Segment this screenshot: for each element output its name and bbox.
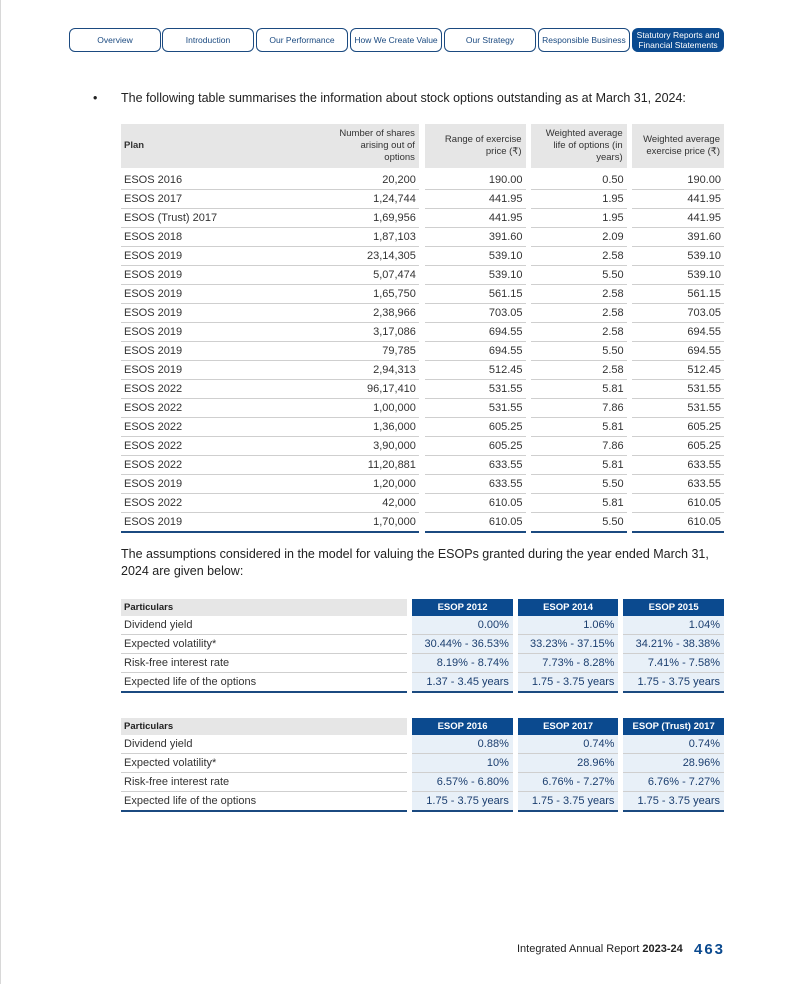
cell-value: 0.74% [623,735,724,754]
cell-shares: 2,94,313 [323,361,419,380]
cell-price: 633.55 [632,475,724,494]
cell-price: 190.00 [632,168,724,190]
cell-price: 391.60 [632,228,724,247]
footer-label [517,943,683,955]
cell-value: 1.75 - 3.75 years [518,673,619,693]
table-row [121,735,724,754]
cell-range: 703.05 [425,304,526,323]
col-plan: Plan [121,124,323,168]
table-row [121,475,724,494]
cell-plan: ESOS 2022 [121,437,323,456]
cell-shares: 1,36,000 [323,418,419,437]
tab-our-performance[interactable]: Our Performance [256,28,348,52]
cell-value: 1.37 - 3.45 years [412,673,513,693]
col-life [531,124,626,168]
col-range [425,124,526,168]
cell-life: 5.81 [531,456,626,475]
cell-range: 605.25 [425,418,526,437]
cell-shares: 42,000 [323,494,419,513]
cell-price: 441.95 [632,190,724,209]
cell-value: 6.76% - 7.27% [623,773,724,792]
col-range-l2: price (₹) [485,146,522,157]
cell-range: 391.60 [425,228,526,247]
tab-introduction[interactable]: Introduction [162,28,254,52]
cell-life: 2.58 [531,247,626,266]
cell-particular: Expected volatility* [121,754,407,773]
cell-range: 190.00 [425,168,526,190]
asm-header-row [121,599,724,616]
cell-range: 694.55 [425,323,526,342]
table-row [121,304,724,323]
table-row [121,168,724,190]
cell-shares: 96,17,410 [323,380,419,399]
cell-particular: Expected life of the options [121,792,407,812]
cell-shares: 11,20,881 [323,456,419,475]
table-row [121,380,724,399]
cell-shares: 1,20,000 [323,475,419,494]
cell-price: 633.55 [632,456,724,475]
col-esop: ESOP 2012 [412,599,513,616]
table-row [121,673,724,693]
col-price-l2: exercise price (₹) [646,146,720,157]
col-esop: ESOP 2016 [412,718,513,735]
cell-plan: ESOS 2019 [121,475,323,494]
cell-life: 2.58 [531,361,626,380]
cell-shares: 5,07,474 [323,266,419,285]
cell-shares: 20,200 [323,168,419,190]
table-row [121,418,724,437]
cell-price: 441.95 [632,209,724,228]
cell-range: 512.45 [425,361,526,380]
cell-plan: ESOS 2022 [121,380,323,399]
col-life-l2: life of options (in [553,140,623,151]
cell-value: 1.06% [518,616,619,635]
cell-particular: Dividend yield [121,616,407,635]
cell-price: 703.05 [632,304,724,323]
table-row [121,247,724,266]
table-row [121,616,724,635]
cell-price: 605.25 [632,418,724,437]
cell-shares: 1,65,750 [323,285,419,304]
cell-range: 441.95 [425,190,526,209]
cell-value: 28.96% [623,754,724,773]
cell-price: 539.10 [632,247,724,266]
cell-range: 531.55 [425,399,526,418]
table-row [121,323,724,342]
cell-price: 561.15 [632,285,724,304]
cell-value: 6.76% - 7.27% [518,773,619,792]
cell-life: 2.58 [531,304,626,323]
cell-particular: Risk-free interest rate [121,654,407,673]
cell-value: 33.23% - 37.15% [518,635,619,654]
cell-price: 610.05 [632,494,724,513]
cell-range: 561.15 [425,285,526,304]
col-esop: ESOP 2014 [518,599,619,616]
cell-plan: ESOS 2018 [121,228,323,247]
table-row [121,342,724,361]
cell-value: 0.74% [518,735,619,754]
tab-statutory-line1: Statutory Reports and [636,30,720,40]
cell-life: 0.50 [531,168,626,190]
cell-life: 7.86 [531,437,626,456]
cell-shares: 2,38,966 [323,304,419,323]
page-number: 463 [694,941,726,958]
cell-price: 694.55 [632,342,724,361]
cell-plan: ESOS 2019 [121,247,323,266]
cell-life: 1.95 [531,190,626,209]
cell-shares: 1,87,103 [323,228,419,247]
cell-price: 610.05 [632,513,724,533]
cell-shares: 79,785 [323,342,419,361]
table-row [121,209,724,228]
cell-value: 30.44% - 36.53% [412,635,513,654]
cell-plan: ESOS 2019 [121,266,323,285]
col-price-l1: Weighted average [643,134,720,145]
cell-life: 5.50 [531,342,626,361]
cell-shares: 1,69,956 [323,209,419,228]
cell-value: 0.88% [412,735,513,754]
col-range-l1: Range of exercise [444,134,522,145]
cell-life: 5.50 [531,266,626,285]
cell-life: 7.86 [531,399,626,418]
assumptions-table-1 [121,599,724,693]
cell-life: 2.58 [531,285,626,304]
footer-report: Integrated Annual Report [517,943,640,955]
cell-plan: ESOS 2022 [121,456,323,475]
table-row [121,190,724,209]
col-shares-l2: arising out of [360,140,415,151]
table-row [121,399,724,418]
cell-range: 610.05 [425,494,526,513]
tab-statutory-line2: Financial Statements [638,40,718,50]
cell-value: 7.73% - 8.28% [518,654,619,673]
assumptions-paragraph: The assumptions considered in the model for valuing the ESOPs granted during the year ended March 31, 2024 are given below: [121,547,709,578]
cell-plan: ESOS 2017 [121,190,323,209]
cell-range: 694.55 [425,342,526,361]
tab-responsible-business[interactable]: Responsible Business [538,28,630,52]
col-particulars: Particulars [121,599,407,616]
cell-range: 531.55 [425,380,526,399]
table-row [121,361,724,380]
table-row [121,513,724,533]
cell-plan: ESOS 2019 [121,342,323,361]
cell-price: 539.10 [632,266,724,285]
cell-price: 531.55 [632,399,724,418]
cell-plan: ESOS 2019 [121,285,323,304]
cell-price: 694.55 [632,323,724,342]
cell-shares: 3,17,086 [323,323,419,342]
cell-shares: 1,00,000 [323,399,419,418]
table-row [121,285,724,304]
table-row [121,266,724,285]
col-shares-l3: options [384,152,415,163]
cell-range: 539.10 [425,247,526,266]
cell-particular: Expected volatility* [121,635,407,654]
table-row [121,437,724,456]
assumptions-table-2 [121,718,724,812]
cell-life: 2.58 [531,323,626,342]
cell-plan: ESOS (Trust) 2017 [121,209,323,228]
cell-particular: Expected life of the options [121,673,407,693]
cell-shares: 3,90,000 [323,437,419,456]
cell-range: 610.05 [425,513,526,533]
cell-plan: ESOS 2022 [121,418,323,437]
col-price [632,124,724,168]
tab-overview[interactable]: Overview [69,28,161,52]
cell-life: 5.50 [531,475,626,494]
cell-plan: ESOS 2019 [121,513,323,533]
cell-life: 5.50 [531,513,626,533]
cell-range: 539.10 [425,266,526,285]
cell-value: 1.75 - 3.75 years [518,792,619,812]
cell-value: 6.57% - 6.80% [412,773,513,792]
cell-value: 1.04% [623,616,724,635]
cell-value: 34.21% - 38.38% [623,635,724,654]
col-esop: ESOP 2017 [518,718,619,735]
cell-range: 633.55 [425,456,526,475]
cell-plan: ESOS 2019 [121,361,323,380]
cell-life: 1.95 [531,209,626,228]
col-esop: ESOP (Trust) 2017 [623,718,724,735]
cell-price: 605.25 [632,437,724,456]
stock-options-table [121,124,724,533]
cell-value: 28.96% [518,754,619,773]
cell-range: 633.55 [425,475,526,494]
table-row [121,792,724,812]
cell-price: 512.45 [632,361,724,380]
cell-value: 1.75 - 3.75 years [623,792,724,812]
cell-range: 441.95 [425,209,526,228]
cell-value: 10% [412,754,513,773]
table-row [121,773,724,792]
cell-plan: ESOS 2016 [121,168,323,190]
table-row [121,654,724,673]
cell-plan: ESOS 2022 [121,494,323,513]
table-row [121,456,724,475]
tab-how-we-create-value[interactable]: How We Create Value [350,28,442,52]
asm-header-row [121,718,724,735]
intro-text: The following table summarises the information about stock options outstanding as at March 31, 2024: [121,91,686,105]
cell-value: 1.75 - 3.75 years [412,792,513,812]
cell-particular: Risk-free interest rate [121,773,407,792]
col-shares [323,124,419,168]
cell-shares: 23,14,305 [323,247,419,266]
bullet-dot: • [93,91,98,105]
cell-plan: ESOS 2019 [121,304,323,323]
cell-plan: ESOS 2019 [121,323,323,342]
table-row [121,754,724,773]
col-shares-l1: Number of shares [339,128,415,139]
cell-value: 1.75 - 3.75 years [623,673,724,693]
cell-life: 2.09 [531,228,626,247]
cell-price: 531.55 [632,380,724,399]
table-row [121,494,724,513]
footer-year: 2023-24 [642,943,683,955]
cell-range: 605.25 [425,437,526,456]
col-esop: ESOP 2015 [623,599,724,616]
cell-shares: 1,24,744 [323,190,419,209]
table-header-row [121,124,724,168]
cell-value: 7.41% - 7.58% [623,654,724,673]
table-row [121,228,724,247]
cell-life: 5.81 [531,418,626,437]
col-life-l1: Weighted average [545,128,623,139]
cell-life: 5.81 [531,494,626,513]
page-edge [0,0,1,984]
col-life-l3: years) [596,152,623,163]
tab-statutory-reports[interactable] [632,28,724,52]
cell-particular: Dividend yield [121,735,407,754]
cell-shares: 1,70,000 [323,513,419,533]
cell-plan: ESOS 2022 [121,399,323,418]
col-particulars: Particulars [121,718,407,735]
cell-value: 8.19% - 8.74% [412,654,513,673]
tab-our-strategy[interactable]: Our Strategy [444,28,536,52]
cell-value: 0.00% [412,616,513,635]
cell-life: 5.81 [531,380,626,399]
table-row [121,635,724,654]
